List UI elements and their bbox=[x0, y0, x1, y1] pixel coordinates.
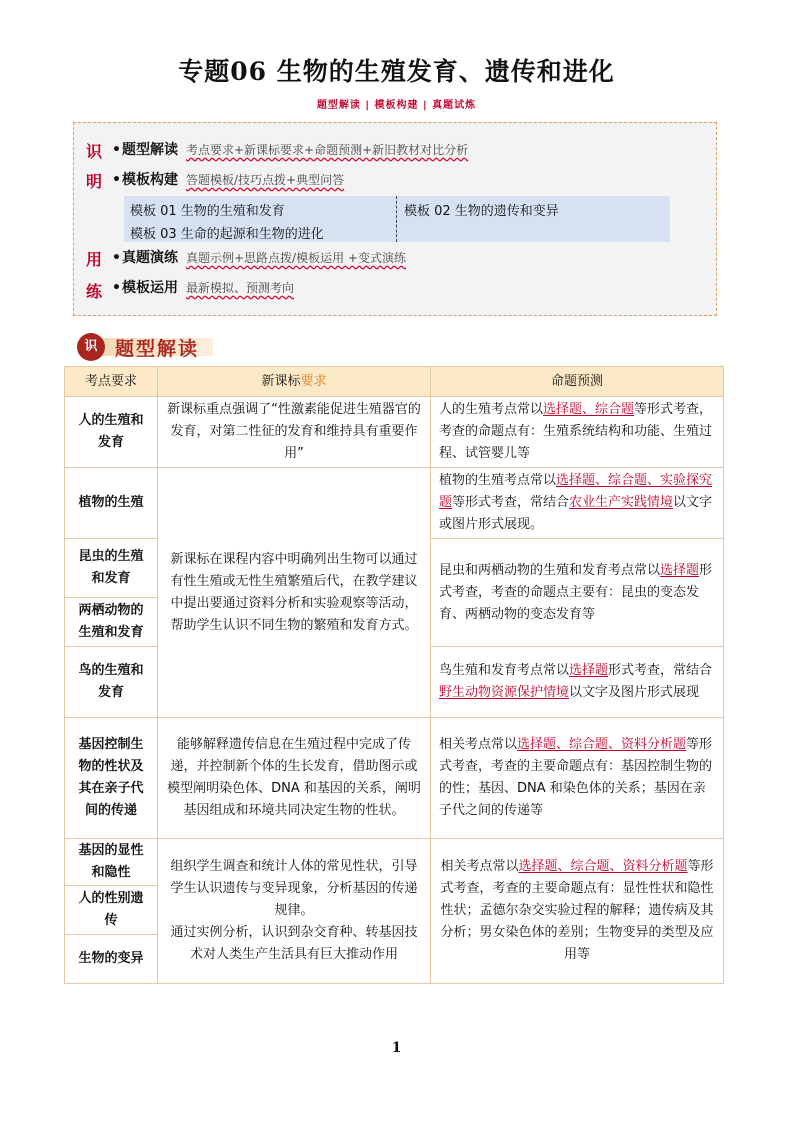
template-item: 模板 02 生物的遗传和变异 bbox=[404, 204, 559, 219]
overview-row-label: 模板构建 bbox=[122, 172, 178, 188]
exam-requirements-table bbox=[64, 366, 724, 984]
prediction-text: 形式考查，考查的命题点主要有：昆虫的变态发育、两栖动物的变态发育等 bbox=[439, 562, 713, 622]
requirement-cell: 新课标在课程内容中明确列出生物可以通过有性生殖或无性生殖繁殖后代，在教学建议中提出要通过资料分析和实验观察等活动，帮助学生认识不同生物的繁殖和发育方式。 bbox=[158, 468, 431, 718]
overview-row-label: 模板运用 bbox=[122, 280, 178, 296]
side-char: 识 bbox=[86, 142, 103, 161]
table-row bbox=[65, 468, 724, 539]
bullet-icon: • bbox=[112, 250, 121, 266]
prediction-text: 等形式考查，考查的主要命题点有：显性性状和隐性性状；孟德尔杂交实验过程的解释；遗传病及其分析；男女染色体的差别；生物变异的类型及应用等 bbox=[440, 859, 714, 962]
prediction-cell bbox=[431, 397, 724, 468]
prediction-cell bbox=[431, 468, 724, 539]
prediction-text: 以文字及图片形式展现 bbox=[569, 685, 700, 700]
template-item: 模板 03 生命的起源和生物的进化 bbox=[130, 227, 324, 242]
overview-row-desc: 最新模拟、预测考向 bbox=[186, 281, 295, 295]
prediction-highlight: 选择题 bbox=[569, 663, 609, 678]
prediction-text: 等形式考查，考查的命题点有：生殖系统结构和功能、生殖过程、试管婴儿等 bbox=[439, 402, 713, 461]
requirement-cell: 能够解释遗传信息在生殖过程中完成了传递，并控制新个体的生长发育，借助图示或模型阐明染色体、DNA 和基因的关系，阐明基因组成和环境共同决定生物的性状。 bbox=[158, 718, 431, 839]
page-subtitle: 题型解读 | 模板构建 | 真题试炼 bbox=[316, 100, 477, 111]
prediction-text: 等形式考查，常结合 bbox=[452, 495, 570, 510]
requirement-paragraph: 通过实例分析，认识到杂交育种、转基因技术对人类生产生活具有巨大推动作用 bbox=[170, 925, 418, 962]
key-cell: 基因控制生物的性状及其在亲子代间的传递 bbox=[65, 718, 158, 839]
requirement-cell: 新课标重点强调了“性激素能促进生殖器官的发育，对第二性征的发育和维持具有重要作用” bbox=[158, 397, 431, 468]
table-header-cell: 考点要求 bbox=[65, 367, 158, 397]
section-header bbox=[75, 332, 215, 362]
prediction-text: 等形式考查，考查的主要命题点有：基因控制生物的的性；基因、DNA 和染色体的关系；基因在亲子代之间的传递等 bbox=[439, 737, 713, 818]
requirement-cell bbox=[158, 839, 431, 984]
prediction-text: 形式考查，常结合 bbox=[608, 663, 713, 678]
key-cell: 昆虫的生殖和发育 bbox=[65, 539, 158, 598]
overview-row-label: 题型解读 bbox=[122, 142, 178, 158]
page-number: 1 bbox=[391, 1040, 402, 1056]
prediction-highlight: 选择题、综合题、资料分析题 bbox=[518, 859, 688, 874]
prediction-cell bbox=[431, 718, 724, 839]
prediction-highlight: 选择题、综合题 bbox=[543, 402, 635, 417]
side-char: 用 bbox=[86, 250, 103, 269]
table-header-row bbox=[65, 367, 724, 397]
side-char: 练 bbox=[86, 282, 103, 301]
template-item: 模板 01 生物的生殖和发育 bbox=[130, 204, 285, 219]
header-text: 新课标 bbox=[261, 373, 301, 389]
prediction-cell bbox=[431, 539, 724, 647]
overview-row bbox=[112, 139, 468, 159]
key-cell: 两栖动物的生殖和发育 bbox=[65, 598, 158, 647]
header-highlight: 要求 bbox=[300, 373, 327, 389]
prediction-text: 相关考点常以 bbox=[439, 737, 518, 752]
prediction-text: 鸟生殖和发育考点常以 bbox=[439, 663, 570, 678]
prediction-cell bbox=[431, 647, 724, 718]
prediction-text: 人的生殖考点常以 bbox=[439, 402, 544, 417]
key-cell: 基因的显性和隐性 bbox=[65, 839, 158, 886]
bullet-icon: • bbox=[112, 142, 121, 158]
table-header-cell bbox=[158, 367, 431, 397]
template-divider bbox=[396, 196, 397, 242]
key-cell: 人的生殖和发育 bbox=[65, 397, 158, 468]
prediction-text: 以文字或图片形式展现。 bbox=[439, 495, 713, 532]
overview-row-label: 真题演练 bbox=[122, 250, 178, 266]
key-cell: 人的性别遗传 bbox=[65, 886, 158, 935]
bullet-icon: • bbox=[112, 172, 121, 188]
prediction-text: 植物的生殖考点常以 bbox=[439, 473, 557, 488]
table-row bbox=[65, 839, 724, 886]
prediction-highlight: 农业生产实践情境 bbox=[569, 495, 674, 510]
prediction-cell bbox=[431, 839, 724, 984]
overview-box bbox=[73, 122, 717, 316]
prediction-highlight: 野生动物资源保护情境 bbox=[439, 685, 570, 700]
prediction-text: 昆虫和两栖动物的生殖和发育考点常以 bbox=[439, 562, 661, 578]
table-row bbox=[65, 718, 724, 839]
bullet-icon: • bbox=[112, 280, 121, 296]
section-header-text: 题型解读 bbox=[115, 338, 200, 360]
side-char: 明 bbox=[86, 172, 103, 191]
overview-row bbox=[112, 169, 344, 189]
overview-row bbox=[112, 247, 406, 267]
overview-row-desc: 答题模板/技巧点拨+典型问答 bbox=[186, 173, 345, 187]
section-badge-icon: 识 bbox=[77, 333, 105, 361]
prediction-highlight: 选择题、综合题、资料分析题 bbox=[517, 737, 687, 752]
key-cell: 鸟的生殖和发育 bbox=[65, 647, 158, 718]
template-list bbox=[124, 196, 670, 242]
table-header-cell: 命题预测 bbox=[431, 367, 724, 397]
page-title: 专题06 生物的生殖发育、遗传和进化 bbox=[178, 57, 615, 86]
key-cell: 植物的生殖 bbox=[65, 468, 158, 539]
overview-row bbox=[112, 277, 294, 297]
prediction-highlight: 选择题、综合题、实验探究题 bbox=[439, 473, 713, 510]
prediction-text: 相关考点常以 bbox=[440, 859, 519, 874]
overview-row-desc: 考点要求+新课标要求+命题预测+新旧教材对比分析 bbox=[186, 143, 469, 157]
overview-row-desc: 真题示例+思路点拨/模板运用 +变式演练 bbox=[186, 251, 406, 265]
requirement-paragraph: 组织学生调查和统计人体的常见性状，引导学生认识遗传与变异现象，分析基因的传递规律。 bbox=[170, 859, 418, 918]
table-row bbox=[65, 397, 724, 468]
key-cell: 生物的变异 bbox=[65, 935, 158, 984]
prediction-highlight: 选择题 bbox=[660, 562, 700, 578]
